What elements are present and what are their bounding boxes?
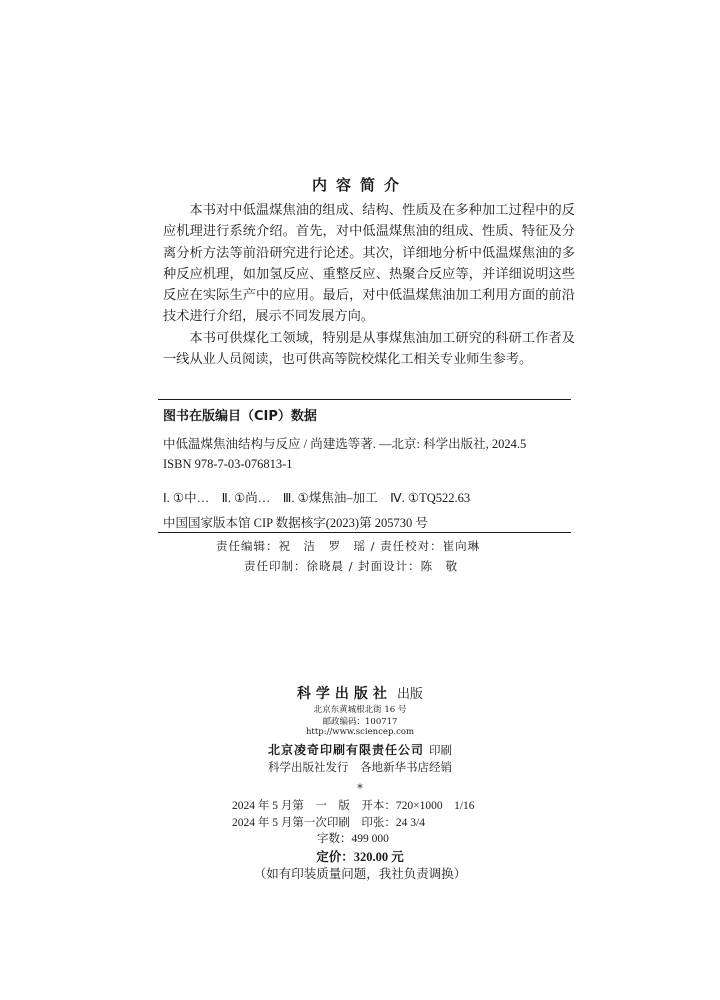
cip-classification: Ⅰ. ①中… Ⅱ. ①尚… Ⅲ. ①煤焦油–加工 Ⅳ. ①TQ522.63 (163, 491, 471, 505)
publisher-postcode: 邮政编码：100717 (322, 717, 398, 727)
edition-line-1: 2024 年 5 月第 一 版 开本：720×1000 1/16 (232, 800, 475, 812)
publisher-name: 科学出版社 (296, 686, 392, 702)
publisher-website: http://www.sciencep.com (305, 727, 415, 737)
quality-notice: （如有印装质量问题，我社负责调换） (253, 866, 467, 881)
separator-star: * (357, 782, 363, 795)
cip-record-line: 中低温煤焦油结构与反应 / 尚建选等著. —北京: 科学出版社, 2024.5 (163, 437, 527, 451)
price-line (0, 846, 720, 865)
editors-line-2: 责任印制：徐晓晨 / 封面设计：陈 敬 (244, 559, 459, 573)
cip-title: 图书在版编目（CIP）数据 (163, 409, 317, 424)
printer-name: 北京凌奇印刷有限责任公司 (267, 743, 424, 757)
abstract-paragraph-2: 本书可供煤化工领域，特别是从事煤焦油加工研究的科研工作者及一线从业人员阅读，也可供高等院校煤化工相关专业师生参考。 (163, 330, 575, 368)
cip-top-rule (158, 399, 571, 400)
printer-suffix: 印刷 (429, 743, 453, 757)
cip-isbn: ISBN 978-7-03-076813-1 (163, 457, 293, 471)
abstract-paragraph-1: 本书对中低温煤焦油的组成、结构、性质及在多种加工过程中的反应机理进行系统介绍。首先，对中低温煤焦油的组成、性质、特征及分离分析方法等前沿研究进行论述。其次，详细地分析中低温煤焦油的多种反应机理，如加氢反应、重整反应、热聚合反应等，并详细说明这些反应在实际生产中的应用。最后，对中低温煤焦油加工利用方面的前沿技术进行介绍，展示不同发展方向。 (163, 203, 575, 325)
printer-line (0, 739, 720, 758)
cip-bottom-rule (158, 532, 571, 533)
section-heading: 内容简介 (311, 176, 408, 194)
distribution-line: 科学出版社发行 各地新华书店经销 (268, 760, 452, 774)
word-count: 字数：499 000 (317, 833, 389, 845)
cip-number: 中国国家版本馆 CIP 数据核字(2023)第 205730 号 (163, 516, 428, 530)
publisher-address: 北京东黄城根北街 16 号 (313, 705, 407, 715)
abstract (163, 200, 575, 370)
publisher-line (0, 683, 720, 703)
price-label: 定价： (316, 849, 354, 864)
publisher-suffix: 出版 (397, 687, 424, 702)
price-value: 320.00 元 (353, 850, 404, 864)
edition-line-2: 2024 年 5 月第一次印刷 印张：24 3/4 (232, 817, 425, 829)
editors-line-1: 责任编辑：祝 洁 罗 瑶 / 责任校对：崔向琳 (216, 539, 481, 553)
